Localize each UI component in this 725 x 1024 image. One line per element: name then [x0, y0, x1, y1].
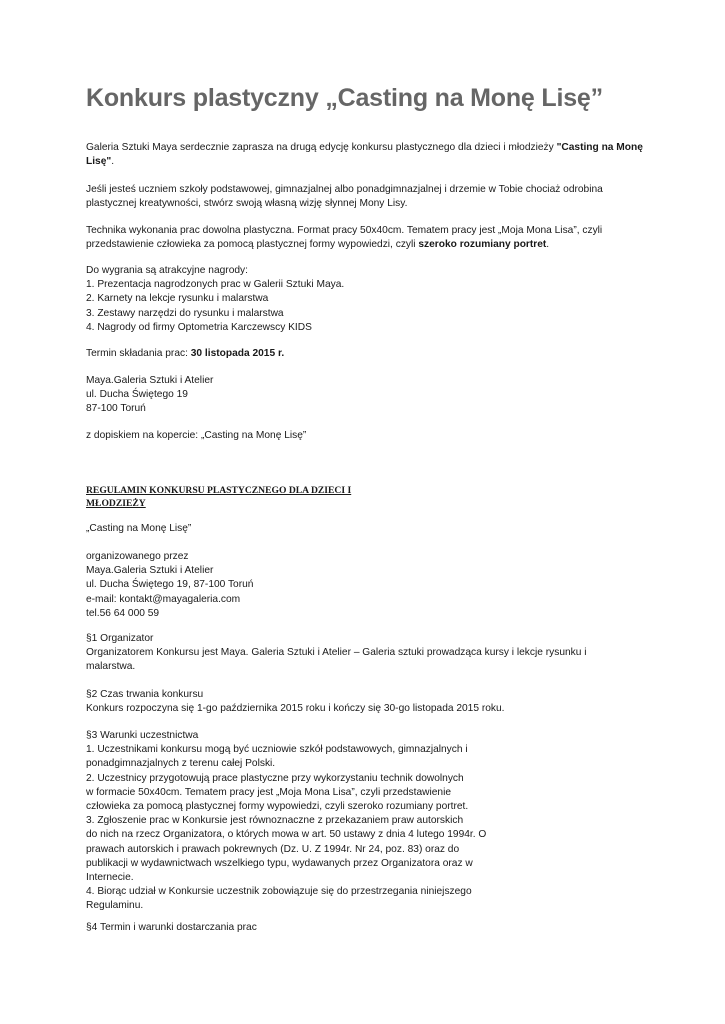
- technique-paragraph: [86, 224, 646, 252]
- section-3: [86, 729, 646, 914]
- eligibility-paragraph: [86, 183, 646, 211]
- section-4-heading: §4 Termin i warunki dostarczania prac: [86, 922, 257, 933]
- technique-text: Technika wykonania prac dowolna plastyczna. Format pracy 50x40cm. Tematem pracy jest „Moja Mona Lisa”, czyli przedstawienie człowieka za pomocą plastycznej formy wypowiedzi, czyli: [86, 225, 603, 251]
- deadline-label: Termin składania prac:: [86, 348, 191, 359]
- section-3-line: ponadgimnazjalnych z terenu całej Polski.: [86, 758, 276, 770]
- page-title: Konkurs plastyczny „Casting na Monę Lisę”: [86, 84, 603, 112]
- section-3-line: Internecie.: [86, 872, 134, 884]
- prizes-section: [86, 264, 646, 335]
- section-3-line: w formacie 50x40cm. Tematem pracy jest „Moja Mona Lisa”, czyli przedstawienie: [86, 786, 451, 798]
- prize-item: 4. Nagrody od firmy Optometria Karczewscy KIDS: [86, 321, 312, 333]
- section-3-line: Regulaminu.: [86, 900, 144, 912]
- address-block: [86, 374, 646, 417]
- prizes-heading: Do wygrania są atrakcyjne nagrody:: [86, 265, 248, 276]
- organizer-line: organizowanego przez: [86, 551, 189, 562]
- intro-text-end: .: [111, 156, 115, 168]
- deadline-paragraph: [86, 347, 646, 361]
- section-3-line: 3. Zgłoszenie prac w Konkursie jest równoznaczne z przekazaniem praw autorskich: [86, 815, 464, 827]
- section-4: [86, 921, 646, 935]
- prize-item: 1. Prezentacja nagrodzonych prac w Galerii Sztuki Maya.: [86, 279, 345, 291]
- envelope-note-text: z dopiskiem na kopercie: „Casting na Monę Lisę”: [86, 430, 307, 441]
- section-1-heading: §1 Organizator: [86, 633, 154, 644]
- section-3-line: 2. Uczestnicy przygotowują prace plastyczne przy wykorzystaniu technik dowolnych: [86, 772, 464, 784]
- section-3-line: do nich na rzecz Organizatora, o których mowa w art. 50 ustawy z dnia 4 lutego 1994r. O: [86, 829, 487, 841]
- address-line: ul. Ducha Świętego 19: [86, 389, 188, 401]
- eligibility-text: Jeśli jesteś uczniem szkoły podstawowej, gimnazjalnej albo ponadgimnazjalnej i drzemie w Tobie chociaż odrobina plastycznej kreatywności, stwórz swoją własną wizję słynnej Mony Lisy.: [86, 184, 603, 210]
- organizer-line: ul. Ducha Świętego 19, 87-100 Toruń: [86, 579, 254, 591]
- section-3-line: 1. Uczestnikami konkursu mogą być uczniowie szkół podstawowych, gimnazjalnych i: [86, 744, 468, 756]
- regulations-contest-name: [86, 522, 646, 536]
- intro-text: Galeria Sztuki Maya serdecznie zaprasza na drugą edycję konkursu plastycznego dla dzieci i młodzieży: [86, 142, 557, 153]
- prize-item: 3. Zestawy narzędzi do rysunku i malarstwa: [86, 307, 284, 319]
- technique-text-end: .: [546, 239, 550, 251]
- contest-name-text: „Casting na Monę Lisę”: [86, 523, 192, 534]
- intro-contest-name: "Casting na Monę Lisę": [86, 142, 643, 168]
- intro-paragraph: [86, 141, 646, 169]
- section-3-line: 4. Biorąc udział w Konkursie uczestnik zobowiązuje się do przestrzegania niniejszego: [86, 886, 472, 898]
- section-3-line: publikacji w wydawnictwach wszelkiego typu, wydawanych przez Organizatora oraz w: [86, 857, 473, 869]
- section-2-text: Konkurs rozpoczyna się 1-go października 2015 roku i kończy się 30-go listopada 2015 roku.: [86, 703, 505, 715]
- organizer-email: e-mail: kontakt@mayagaleria.com: [86, 593, 241, 605]
- section-2: [86, 688, 646, 716]
- section-3-line: człowieka za pomocą plastycznej formy wypowiedzi, czyli szeroko rozumiany portret.: [86, 801, 469, 813]
- deadline-date: 30 listopada 2015 r.: [190, 348, 285, 359]
- regulations-title: REGULAMIN KONKURSU PLASTYCZNEGO DLA DZIECI I MŁODZIEŻY: [86, 485, 352, 509]
- section-2-heading: §2 Czas trwania konkursu: [86, 689, 204, 700]
- organizer-phone: tel.56 64 000 59: [86, 607, 160, 619]
- section-3-heading: §3 Warunki uczestnictwa: [86, 730, 199, 741]
- organizer-block: [86, 550, 646, 621]
- envelope-note: [86, 429, 646, 443]
- technique-bold: szeroko rozumiany portret: [418, 239, 547, 251]
- prize-item: 2. Karnety na lekcje rysunku i malarstwa: [86, 293, 269, 305]
- address-line: Maya.Galeria Sztuki i Atelier: [86, 375, 214, 386]
- organizer-line: Maya.Galeria Sztuki i Atelier: [86, 565, 214, 577]
- address-line: 87-100 Toruń: [86, 403, 146, 415]
- section-3-line: prawach autorskich i prawach pokrewnych (Dz. U. Z 1994r. Nr 24, poz. 83) oraz do: [86, 843, 460, 855]
- section-1: [86, 632, 606, 675]
- section-1-text: Organizatorem Konkursu jest Maya. Galeria Sztuki i Atelier – Galeria sztuki prowadząca kursy i lekcje rysunku i malarstwa.: [86, 647, 587, 673]
